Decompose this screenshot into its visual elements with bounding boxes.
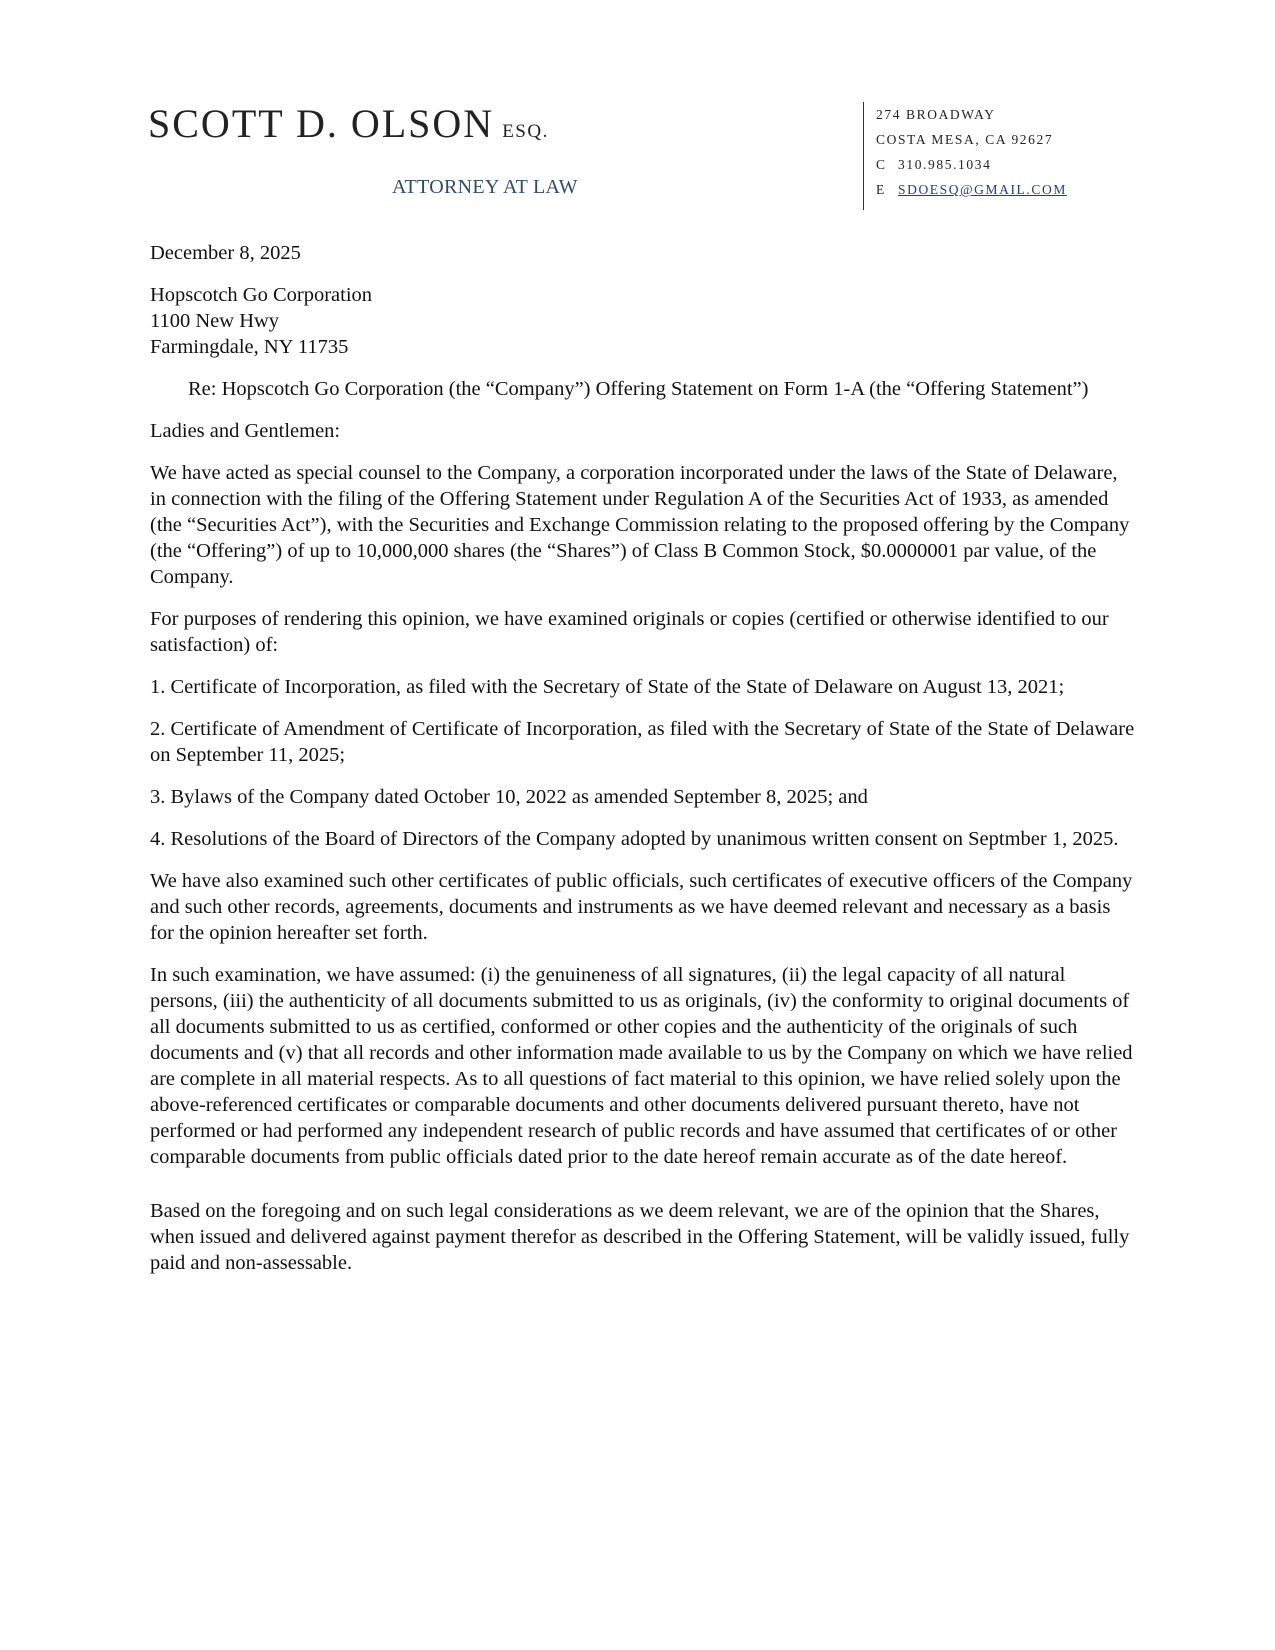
letter-body <box>150 240 1135 1292</box>
email-link[interactable]: SDOESQ@GMAIL.COM <box>898 182 1067 197</box>
recipient-city: Farmingdale, NY 11735 <box>150 336 349 358</box>
salutation: Ladies and Gentlemen: <box>150 420 341 442</box>
recipient-name: Hopscotch Go Corporation <box>150 284 373 306</box>
paragraph-assumptions: In such examination, we have assumed: (i) the genuineness of all signatures, (ii) the legal capacity of all natural persons, (iii) the authenticity of all documents submitted to us as originals, (iv) the conformity to original documents of all documents submitted to us as certified, conformed or other copies and the authenticity of the originals of such documents and (v) that all records and other information made available to us by the Company on which we have relied are complete in all material respects. As to all questions of fact material to this opinion, we have relied solely upon the above-referenced certificates or comparable documents and other documents delivered pursuant thereto, have not performed or had performed any independent research of public records and have assumed that certificates of or other comparable documents from public officials dated prior to the date hereof remain accurate as of the date hereof. <box>150 964 1133 1168</box>
document-item-1: 1. Certificate of Incorporation, as filed with the Secretary of State of the State of Delaware on August 13, 2021; <box>150 676 1065 698</box>
paragraph-opinion: Based on the foregoing and on such legal considerations as we deem relevant, we are of the opinion that the Shares, when issued and delivered against payment therefor as described in the Offering Statement, will be validly issued, fully paid and non-assessable. <box>150 1200 1130 1274</box>
attorney-suffix: ESQ. <box>502 121 549 142</box>
contact-address-line1: 274 BROADWAY <box>876 107 996 122</box>
phone-label: C <box>876 157 887 172</box>
document-item-4: 4. Resolutions of the Board of Directors of the Company adopted by unanimous written consent on Septmber 1, 2025. <box>150 828 1119 850</box>
letter-date: December 8, 2025 <box>150 242 301 264</box>
letterhead <box>0 0 1275 220</box>
paragraph-documents-intro: For purposes of rendering this opinion, we have examined originals or copies (certified or otherwise identified to our satisfaction) of: <box>150 608 1109 656</box>
re-line: Re: Hopscotch Go Corporation (the “Company”) Offering Statement on Form 1-A (the “Offering Statement”) <box>188 378 1089 400</box>
contact-email-row <box>876 177 1067 202</box>
email-label: E <box>876 182 886 197</box>
paragraph-other-examined: We have also examined such other certificates of public officials, such certificates of executive officers of the Company and such other records, agreements, documents and instruments as we have deemed relevant and necessary as a basis for the opinion hereafter set forth. <box>150 870 1133 944</box>
contact-block <box>876 102 1067 202</box>
document-item-3: 3. Bylaws of the Company dated October 10, 2022 as amended September 8, 2025; and <box>150 786 868 808</box>
contact-address-line2: COSTA MESA, CA 92627 <box>876 132 1054 147</box>
recipient-address <box>150 282 1135 360</box>
recipient-street: 1100 New Hwy <box>150 310 280 332</box>
document-item-2: 2. Certificate of Amendment of Certificate of Incorporation, as filed with the Secretary of State of the State of Delaware on September 11, 2025; <box>150 718 1135 766</box>
letterhead-divider <box>863 102 864 210</box>
contact-phone-row <box>876 152 1067 177</box>
attorney-name-text: SCOTT D. OLSON <box>148 101 495 146</box>
attorney-name <box>148 101 549 146</box>
attorney-subtitle: ATTORNEY AT LAW <box>392 176 578 198</box>
phone-number: 310.985.1034 <box>898 157 992 172</box>
paragraph-engagement: We have acted as special counsel to the Company, a corporation incorporated under the laws of the State of Delaware, in connection with the filing of the Offering Statement under Regulation A of the Securities Act of 1933, as amended (the “Securities Act”), with the Securities and Exchange Commission relating to the proposed offering by the Company (the “Offering”) of up to 10,000,000 shares (the “Shares”) of Class B Common Stock, $0.0000001 par value, of the Company. <box>150 462 1130 588</box>
